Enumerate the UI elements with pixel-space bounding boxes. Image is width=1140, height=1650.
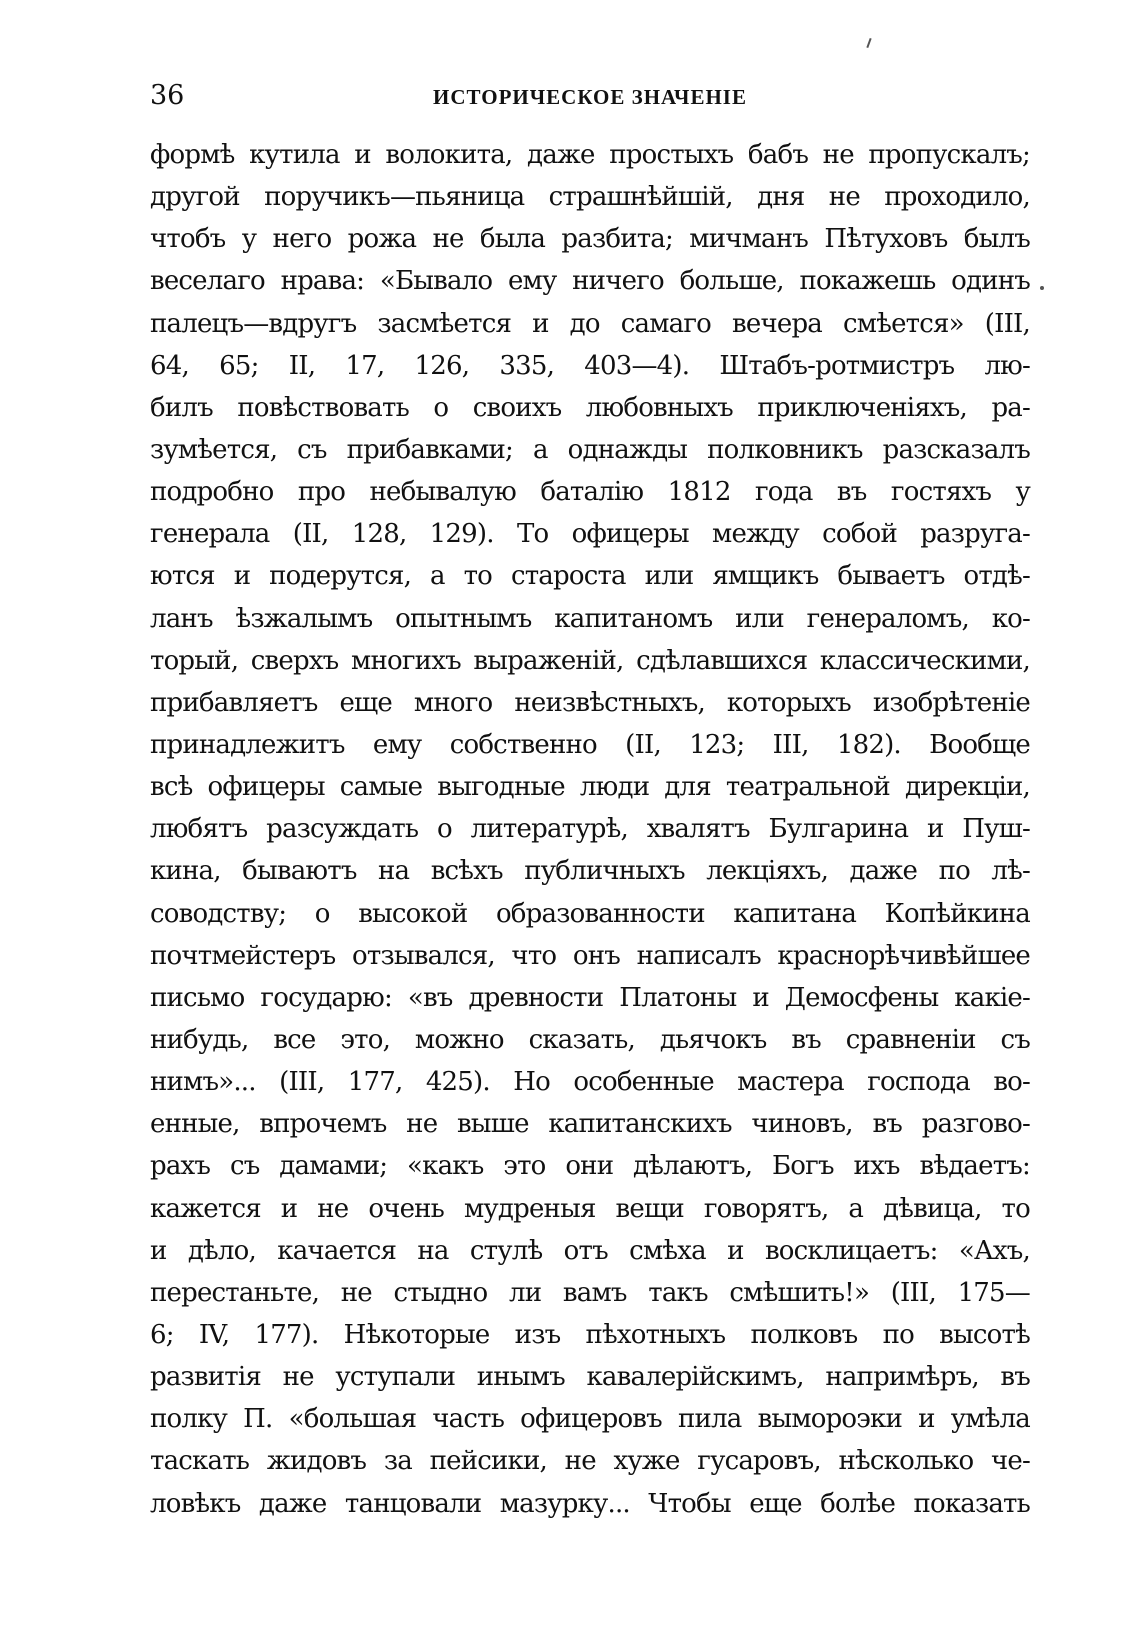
text-line: торый, сверхъ многихъ выраженій, сдѣлавшихся классическими, [150, 645, 1030, 676]
text-line: нибудь, все это, можно сказать, дьячокъ въ сравненіи съ [150, 1024, 1030, 1055]
scan-speck [1040, 286, 1044, 290]
text-line: чтобъ у него рожа не была разбита; мичманъ Пѣтуховъ былъ [150, 224, 1030, 255]
text-line: палецъ—вдругъ засмѣется и до самаго вечера смѣется» (III, [150, 308, 1030, 339]
text-line: кажется и не очень мудреныя вещи говорятъ, а дѣвица, то [150, 1193, 1030, 1224]
body-text [150, 134, 1030, 1525]
text-line: кина, бываютъ на всѣхъ публичныхъ лекціяхъ, даже по лѣ- [150, 856, 1030, 887]
text-line: принадлежитъ ему собственно (II, 123; III, 182). Вообще [150, 729, 1030, 760]
text-line: и дѣло, качается на стулѣ отъ смѣха и восклицаетъ: «Ахъ, [150, 1235, 1030, 1266]
text-line: другой поручикъ—пьяница страшнѣйшій, дня не проходило, [150, 182, 1030, 213]
scan-mark [866, 38, 871, 48]
page-header [150, 78, 1030, 118]
text-line: соводству; о высокой образованности капитана Копѣйкина [150, 898, 1030, 929]
text-line: таскать жидовъ за пейсики, не хуже гусаровъ, нѣсколько че- [150, 1446, 1030, 1477]
text-line: ловѣкъ даже танцовали мазурку... Чтобы еще болѣе показать [150, 1488, 1030, 1519]
text-line: почтмейстеръ отзывался, что онъ написалъ краснорѣчивѣйшее [150, 940, 1030, 971]
text-line: рахъ съ дамами; «какъ это они дѣлаютъ, Богъ ихъ вѣдаетъ: [150, 1151, 1030, 1182]
text-line: билъ повѣствовать о своихъ любовныхъ приключеніяхъ, ра- [150, 392, 1030, 423]
text-line: формѣ кутила и волокита, даже простыхъ бабъ не пропускалъ; [150, 140, 1030, 170]
text-line: всѣ офицеры самые выгодные люди для театральной дирекціи, [150, 772, 1030, 803]
text-line: перестаньте, не стыдно ли вамъ такъ смѣшить!» (III, 175— [150, 1277, 1030, 1308]
text-line: полку П. «большая часть офицеровъ пила вымороэки и умѣла [150, 1404, 1030, 1435]
text-line: 64, 65; II, 17, 126, 335, 403—4). Штабъ-ротмистръ лю- [150, 350, 1030, 381]
running-title: ИСТОРИЧЕСКОЕ ЗНАЧЕНІЕ [433, 85, 747, 109]
text-line: зумѣется, съ прибавками; а однажды полковникъ разсказалъ [150, 434, 1030, 465]
text-line: ланъ ѣзжалымъ опытнымъ капитаномъ или генераломъ, ко- [150, 603, 1030, 634]
text-line: генерала (II, 128, 129). То офицеры между собой разруга- [150, 519, 1030, 550]
page-number: 36 [150, 80, 185, 111]
text-line: нимъ»... (III, 177, 425). Но особенные мастера господа во- [150, 1067, 1030, 1098]
text-line: ются и подерутся, а то староста или ямщикъ бываетъ отдѣ- [150, 561, 1030, 592]
text-line: 6; IV, 177). Нѣкоторые изъ пѣхотныхъ полковъ по высотѣ [150, 1319, 1030, 1350]
text-line: письмо государю: «въ древности Платоны и Демосфены какіе- [150, 982, 1030, 1013]
text-line: веселаго нрава: «Бывало ему ничего больше, покажешь одинъ [150, 266, 1030, 297]
text-line: любятъ разсуждать о литературѣ, хвалятъ Булгарина и Пуш- [150, 814, 1030, 845]
text-line: подробно про небывалую баталію 1812 года въ гостяхъ у [150, 477, 1030, 508]
text-line: развитія не уступали инымъ кавалерійскимъ, напримѣръ, въ [150, 1362, 1030, 1393]
text-line: прибавляетъ еще много неизвѣстныхъ, которыхъ изобрѣтеніе [150, 687, 1030, 718]
text-line: енные, впрочемъ не выше капитанскихъ чиновъ, въ разгово- [150, 1109, 1030, 1140]
